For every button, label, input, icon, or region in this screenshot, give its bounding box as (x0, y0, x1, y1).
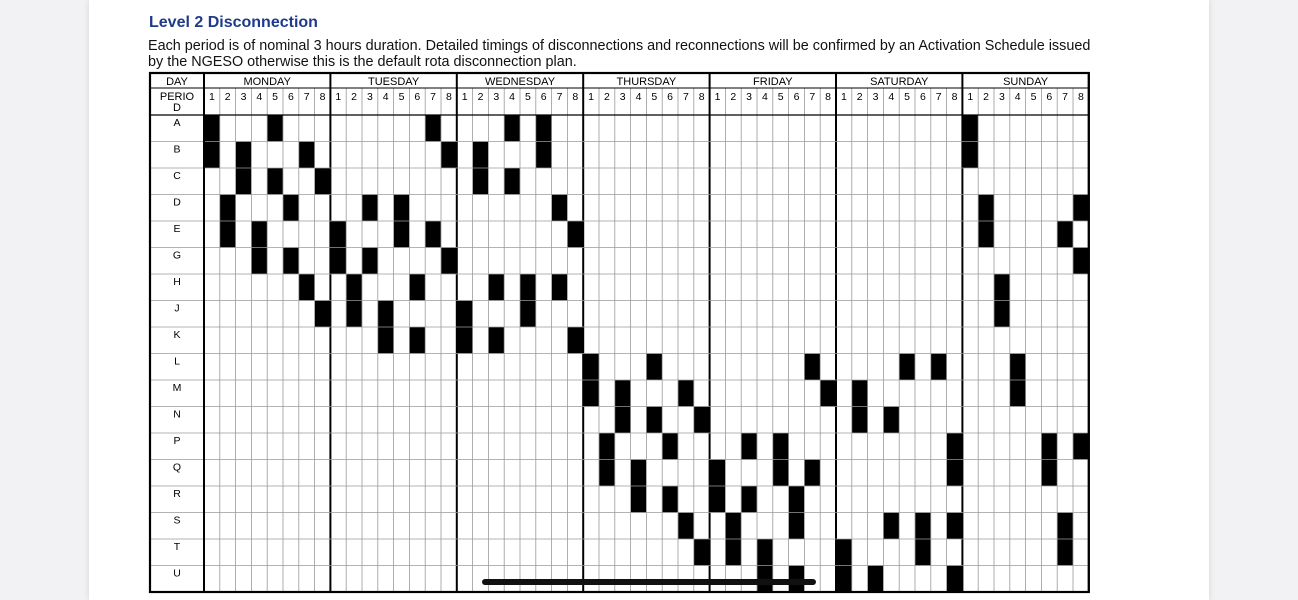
disconnection-cell (662, 486, 678, 513)
disconnection-cell (678, 513, 694, 540)
period-label: 7 (935, 91, 942, 103)
disconnection-cell (725, 539, 741, 566)
block-label: N (173, 408, 181, 421)
block-label: S (173, 514, 181, 527)
disconnection-cell (425, 115, 441, 142)
period-label: 7 (682, 91, 689, 103)
disconnection-cell (346, 301, 362, 328)
period-label: 4 (635, 91, 642, 103)
disconnection-cell (299, 142, 315, 169)
disconnection-cell (1057, 513, 1073, 540)
period-header-wrap: D (173, 102, 181, 114)
period-label: 2 (351, 91, 358, 103)
disconnection-cell (536, 142, 552, 169)
period-label: 7 (809, 91, 816, 103)
disconnection-cell (978, 221, 994, 248)
disconnection-cell (804, 460, 820, 487)
block-label: D (173, 196, 181, 209)
disconnection-cell (883, 407, 899, 434)
period-label: 5 (904, 91, 911, 103)
period-label: 7 (430, 91, 437, 103)
section-heading: Level 2 Disconnection (149, 14, 318, 31)
period-label: 3 (619, 91, 626, 103)
disconnection-cell (646, 354, 662, 381)
period-header: PERIO (159, 91, 195, 103)
block-label: R (173, 488, 181, 500)
period-label: 8 (319, 91, 326, 103)
period-label: 8 (825, 91, 832, 103)
block-label: Q (172, 461, 182, 474)
disconnection-cell (583, 354, 599, 381)
disconnection-cell (631, 460, 647, 487)
day-header: DAY (166, 76, 188, 88)
block-label: U (173, 567, 181, 580)
period-label: 2 (224, 91, 231, 103)
section-description: Each period is of nominal 3 hours duration. Detailed timings of disconnections and reconnections will be confirmed by an Activation Schedule issued by the NGESO otherwise this is the default rota disconnection plan. (148, 38, 1091, 70)
block-label: J (174, 302, 180, 315)
block-label: A (173, 117, 181, 129)
disconnection-cell (883, 513, 899, 540)
period-label: 6 (414, 91, 421, 103)
disconnection-cell (473, 142, 489, 169)
block-label: B (173, 143, 181, 156)
period-label: 1 (967, 91, 974, 103)
disconnection-cell (1010, 354, 1026, 381)
disconnection-cell (520, 301, 536, 328)
disconnection-cell (330, 248, 346, 275)
block-label: T (173, 541, 181, 553)
disconnection-cell (615, 407, 631, 434)
disconnection-cell (947, 433, 963, 460)
disconnection-cell (710, 486, 726, 513)
disconnection-cell (852, 407, 868, 434)
period-label: 4 (888, 91, 895, 103)
period-label: 2 (983, 91, 990, 103)
disconnection-cell (978, 195, 994, 222)
disconnection-cell (947, 460, 963, 487)
disconnection-cell (836, 539, 852, 566)
disconnection-cell (789, 486, 805, 513)
block-label: G (172, 249, 182, 262)
disconnection-cell (741, 433, 757, 460)
block-label: E (173, 223, 181, 235)
disconnection-cell (204, 142, 220, 169)
block-label: H (173, 276, 181, 288)
disconnection-cell (267, 168, 283, 195)
disconnection-cell (852, 380, 868, 407)
disconnection-cell (362, 248, 378, 275)
period-label: 1 (335, 91, 342, 103)
disconnection-cell (315, 301, 331, 328)
day-label: WEDNESDAY (484, 76, 556, 88)
disconnection-cell (378, 327, 394, 354)
disconnection-cell (599, 433, 615, 460)
disconnection-cell (789, 513, 805, 540)
disconnection-cell (220, 221, 236, 248)
disconnection-cell (251, 248, 267, 275)
period-label: 6 (540, 91, 547, 103)
disconnection-cell (773, 460, 789, 487)
block-label: K (173, 329, 181, 341)
day-label: MONDAY (243, 76, 291, 88)
disconnection-cell (441, 142, 457, 169)
disconnection-cell (694, 407, 710, 434)
disconnection-cell (1010, 380, 1026, 407)
period-label: 2 (730, 91, 737, 103)
disconnection-cell (378, 301, 394, 328)
disconnection-cell (1073, 433, 1089, 460)
block-label: M (172, 382, 182, 394)
disconnection-cell (457, 327, 473, 354)
disconnection-cell (915, 513, 931, 540)
disconnection-cell (567, 221, 583, 248)
disconnection-cell (204, 115, 220, 142)
period-label: 5 (272, 91, 279, 103)
disconnection-cell (694, 539, 710, 566)
disconnection-cell (962, 142, 978, 169)
period-label: 3 (746, 91, 753, 103)
day-label: TUESDAY (368, 76, 420, 88)
period-label: 3 (366, 91, 373, 103)
disconnection-cell (820, 380, 836, 407)
disconnection-cell (488, 327, 504, 354)
disconnection-cell (457, 301, 473, 328)
disconnection-cell (299, 274, 315, 301)
block-label: L (174, 355, 180, 368)
disconnection-cell (236, 168, 252, 195)
disconnection-cell (488, 274, 504, 301)
period-label: 4 (256, 91, 263, 103)
day-label: FRIDAY (753, 76, 793, 88)
home-indicator-bar[interactable] (482, 579, 816, 585)
period-label: 4 (382, 91, 389, 103)
disconnection-cell (868, 566, 884, 593)
disconnection-cell (1073, 195, 1089, 222)
disconnection-cell (947, 513, 963, 540)
period-label: 8 (445, 91, 452, 103)
disconnection-cell (773, 433, 789, 460)
disconnection-cell (725, 513, 741, 540)
disconnection-cell (994, 301, 1010, 328)
disconnection-cell (315, 168, 331, 195)
disconnection-cell (220, 195, 236, 222)
disconnection-cell (804, 354, 820, 381)
period-label: 1 (208, 91, 215, 103)
disconnection-cell (710, 460, 726, 487)
period-label: 5 (651, 91, 658, 103)
period-label: 6 (1046, 91, 1053, 103)
disconnection-cell (552, 274, 568, 301)
period-label: 1 (714, 91, 721, 103)
disconnection-cell (283, 248, 299, 275)
disconnection-cell (504, 115, 520, 142)
disconnection-cell (504, 168, 520, 195)
period-label: 8 (951, 91, 958, 103)
disconnection-cell (931, 354, 947, 381)
period-label: 5 (777, 91, 784, 103)
period-label: 8 (1077, 91, 1084, 103)
period-label: 5 (398, 91, 405, 103)
block-label: C (173, 170, 181, 182)
disconnection-cell (425, 221, 441, 248)
disconnection-cell (741, 486, 757, 513)
disconnection-cell (236, 142, 252, 169)
disconnection-cell (631, 486, 647, 513)
disconnection-cell (536, 115, 552, 142)
period-label: 6 (793, 91, 800, 103)
disconnection-cell (409, 274, 425, 301)
period-label: 2 (603, 91, 610, 103)
disconnection-cell (567, 327, 583, 354)
disconnection-cell (409, 327, 425, 354)
disconnection-cell (646, 407, 662, 434)
period-label: 8 (698, 91, 705, 103)
disconnection-cell (520, 274, 536, 301)
disconnection-cell (836, 566, 852, 593)
period-label: 3 (240, 91, 247, 103)
day-label: SATURDAY (870, 76, 929, 88)
period-label: 1 (840, 91, 847, 103)
disconnection-cell (441, 248, 457, 275)
disconnection-cell (362, 195, 378, 222)
disconnection-cell (947, 566, 963, 593)
disconnection-cell (599, 460, 615, 487)
disconnection-cell (346, 274, 362, 301)
day-label: THURSDAY (616, 76, 677, 88)
disconnection-cell (473, 168, 489, 195)
disconnection-cell (757, 539, 773, 566)
period-label: 3 (872, 91, 879, 103)
period-label: 3 (493, 91, 500, 103)
disconnection-cell (1041, 433, 1057, 460)
disconnection-cell (962, 115, 978, 142)
disconnection-cell (267, 115, 283, 142)
disconnection-cell (662, 433, 678, 460)
period-label: 6 (919, 91, 926, 103)
period-label: 4 (509, 91, 516, 103)
disconnection-cell (552, 195, 568, 222)
period-label: 6 (667, 91, 674, 103)
period-label: 7 (303, 91, 310, 103)
period-label: 1 (588, 91, 595, 103)
disconnection-cell (1057, 539, 1073, 566)
disconnection-cell (394, 195, 410, 222)
disconnection-cell (283, 195, 299, 222)
disconnection-cell (915, 539, 931, 566)
disconnection-cell (994, 274, 1010, 301)
period-label: 2 (477, 91, 484, 103)
disconnection-cell (678, 380, 694, 407)
disconnection-cell (330, 221, 346, 248)
period-label: 4 (761, 91, 768, 103)
disconnection-cell (583, 380, 599, 407)
block-label: P (173, 435, 181, 447)
period-label: 5 (524, 91, 531, 103)
period-label: 5 (1030, 91, 1037, 103)
period-label: 2 (856, 91, 863, 103)
disconnection-cell (394, 221, 410, 248)
period-label: 8 (572, 91, 579, 103)
disconnection-cell (251, 221, 267, 248)
day-label: SUNDAY (1003, 76, 1049, 88)
period-label: 4 (1014, 91, 1021, 103)
period-label: 7 (1062, 91, 1069, 103)
period-label: 3 (998, 91, 1005, 103)
period-label: 7 (556, 91, 563, 103)
period-label: 1 (461, 91, 468, 103)
disconnection-cell (1041, 460, 1057, 487)
disconnection-cell (899, 354, 915, 381)
period-label: 6 (287, 91, 294, 103)
disconnection-cell (1057, 221, 1073, 248)
disconnection-cell (615, 380, 631, 407)
disconnection-cell (1073, 248, 1089, 275)
